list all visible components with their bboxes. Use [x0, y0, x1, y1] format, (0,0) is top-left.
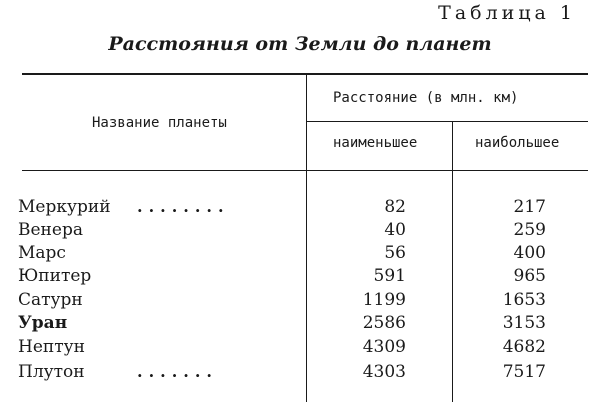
min-distance: 4309 — [362, 337, 406, 357]
min-distance: 56 — [384, 243, 406, 263]
max-distance: 1653 — [502, 290, 546, 310]
leader-dots: ....... — [137, 362, 218, 381]
max-distance: 7517 — [502, 362, 546, 382]
max-distance: 965 — [513, 266, 546, 286]
subheader-rule — [307, 121, 588, 122]
header-distance: Расстояние (в млн. км) — [333, 90, 519, 106]
max-distance: 400 — [513, 243, 546, 263]
planet-name: Плутон — [18, 362, 85, 382]
planet-name: Юпитер — [18, 266, 92, 286]
planet-name: Нептун — [18, 337, 85, 357]
min-distance: 4303 — [362, 362, 406, 382]
header-bottom-rule — [22, 170, 588, 171]
table-caption: Расстояния от Земли до планет — [108, 33, 492, 55]
max-distance: 259 — [513, 220, 546, 240]
planet-name: Марс — [18, 243, 66, 263]
min-distance: 1199 — [362, 290, 406, 310]
header-planet-name: Название планеты — [92, 115, 227, 131]
leader-dots: ........ — [137, 197, 230, 216]
planet-name: Венера — [18, 220, 83, 240]
max-distance: 217 — [513, 197, 546, 217]
min-distance: 40 — [384, 220, 406, 240]
column-divider-right — [452, 122, 453, 402]
planet-name: Меркурий — [18, 197, 111, 217]
header-min: наименьшее — [333, 135, 418, 151]
min-distance: 2586 — [362, 313, 406, 333]
max-distance: 3153 — [502, 313, 546, 333]
planet-name: Уран — [18, 313, 68, 333]
max-distance: 4682 — [502, 337, 546, 357]
min-distance: 591 — [373, 266, 406, 286]
min-distance: 82 — [384, 197, 406, 217]
column-divider-left — [306, 75, 307, 402]
header-max: наибольшее — [475, 135, 560, 151]
top-rule — [22, 73, 588, 75]
planet-name: Сатурн — [18, 290, 83, 310]
table-label: Таблица 1 — [438, 2, 576, 24]
